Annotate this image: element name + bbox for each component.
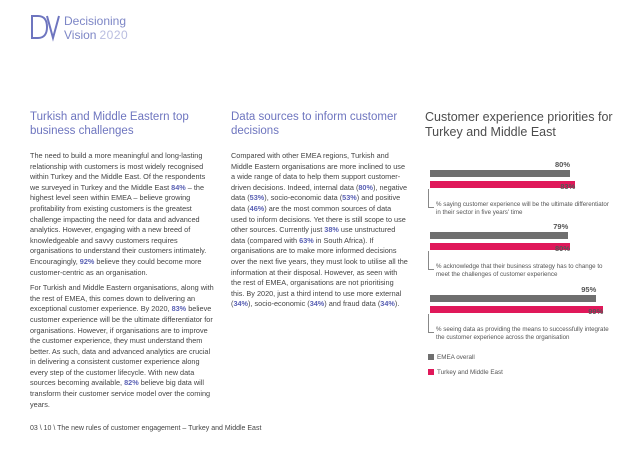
text-run: ).	[394, 299, 400, 309]
chart-category-label: % saying customer experience will be the ultimate differentiator in their sector in five years' time	[436, 201, 609, 216]
highlight-stat: 53%	[249, 193, 265, 203]
text-run: use unstructured data (compared with	[231, 225, 396, 245]
cx-priorities-chart	[425, 160, 615, 385]
text-run: ) and fraud data (	[324, 299, 381, 309]
highlight-stat: 80%	[358, 182, 373, 192]
chart-bracket	[428, 251, 434, 270]
legend-swatch	[428, 354, 434, 360]
text-run: ) are the most common sources of data used to inform decisions. Yet there is still scope to use other sources. Currently just	[231, 203, 406, 235]
logo-word-decisioning: Decisioning	[64, 14, 127, 28]
chart-bracket	[428, 189, 434, 208]
col3-title: Customer experience priorities for Turkey and Middle East	[425, 110, 613, 139]
chart-data-label: 80%	[554, 244, 570, 253]
highlight-stat: 34%	[233, 299, 249, 309]
highlight-stat: 46%	[249, 203, 265, 213]
highlight-stat: 53%	[342, 193, 357, 203]
col1-paragraph-2	[30, 283, 216, 410]
decisioning-vision-logo	[30, 12, 150, 52]
highlight-stat: 63%	[299, 235, 314, 245]
legend-label: EMEA overall	[437, 354, 475, 361]
text-run: ), socio-economic (	[248, 299, 310, 309]
chart-category-label: % seeing data as providing the means to successfully integrate the customer experience across the organisation	[436, 326, 609, 341]
column-cx-priorities	[425, 110, 615, 140]
column-data-sources	[231, 110, 409, 310]
text-run: ), negative data (	[231, 182, 408, 203]
highlight-stat: 84%	[171, 182, 186, 192]
legend-swatch	[428, 369, 434, 375]
chart-data-label: 80%	[554, 160, 570, 169]
text-run: believe they could become more customer-centric as an organisation.	[30, 256, 202, 277]
page-footer: 03 \ 10 \ The new rules of customer engagement – Turkey and Middle East	[30, 425, 262, 432]
col2-paragraph	[231, 151, 409, 310]
text-run: The need to build a more meaningful and long-lasting relationship with customers is most widely recognised within Turkey and the Middle East. Of the respondents we surveyed in Turkey and the Middle East	[30, 151, 206, 192]
text-run: – the highest level seen within EMEA – believe growing profitability from existing customers is the greatest challenge impacting the need for data and advanced analytics. However, engaging with a new breed of knowledgeable and savvy customers requires organisations to understand their customers intimately. Encouragingly,	[30, 182, 207, 266]
text-run: For Turkish and Middle Eastern organisations, along with the rest of EMEA, this comes down to delivering an exceptional customer experience. By 2020,	[30, 283, 214, 314]
highlight-stat: 34%	[309, 299, 325, 309]
chart-data-label: 99%	[588, 307, 604, 316]
text-run: ) and positive data (	[231, 193, 401, 213]
highlight-stat: 92%	[79, 256, 95, 266]
highlight-stat: 83%	[171, 304, 187, 314]
chart-bar	[430, 170, 570, 177]
chart-data-label: 95%	[581, 285, 597, 294]
logo-word-vision-text: Vision	[64, 28, 97, 42]
chart-bar	[430, 295, 596, 302]
column-business-challenges	[30, 110, 216, 410]
text-run: in South Africa). If organisations are to make more informed decisions over the next five years, they must look to utilise all the information at their disposal. However, as seen with the rest of EMEA, organisations are not prioritising this. By 2020, just a third intend to use more external (	[231, 235, 408, 309]
legend-label: Turkey and Middle East	[437, 369, 503, 376]
chart-data-label: 79%	[553, 222, 569, 231]
col2-title: Data sources to inform customer decisions	[231, 111, 398, 137]
logo-year: 2020	[99, 28, 129, 42]
highlight-stat: 34%	[380, 299, 395, 309]
chart-category-label: % acknowledge that their business strategy has to change to meet the challenges of customer experience	[436, 263, 603, 278]
highlight-stat: 82%	[124, 378, 139, 388]
highlight-stat: 38%	[324, 225, 339, 235]
text-run: Compared with other EMEA regions, Turkish and Middle Eastern organisations are more inclined to use a wide range of data to help them support customer-driven decisions. Indeed, internal data (	[231, 151, 406, 192]
chart-bracket	[428, 314, 434, 333]
chart-data-label: 83%	[560, 182, 576, 191]
dv-logo-icon	[30, 14, 62, 42]
col1-title: Turkish and Middle Eastern top business challenges	[30, 111, 189, 137]
text-run: ), socio-economic data (	[264, 193, 343, 203]
col1-paragraph-1	[30, 151, 216, 278]
logo-word-vision	[64, 28, 128, 42]
chart-bar	[430, 232, 568, 239]
text-run: believe big data will transform their customer service model over the coming years.	[30, 378, 211, 409]
text-run: believe customer experience will be the ultimate differentiator for organisations. However, if organisations are to improve the customer experience, they must understand them better. As such, data and advanced analytics are crucial in delivering a consistent customer experience along every step of the customer lifecycle. With new data sources becoming available,	[30, 304, 213, 388]
